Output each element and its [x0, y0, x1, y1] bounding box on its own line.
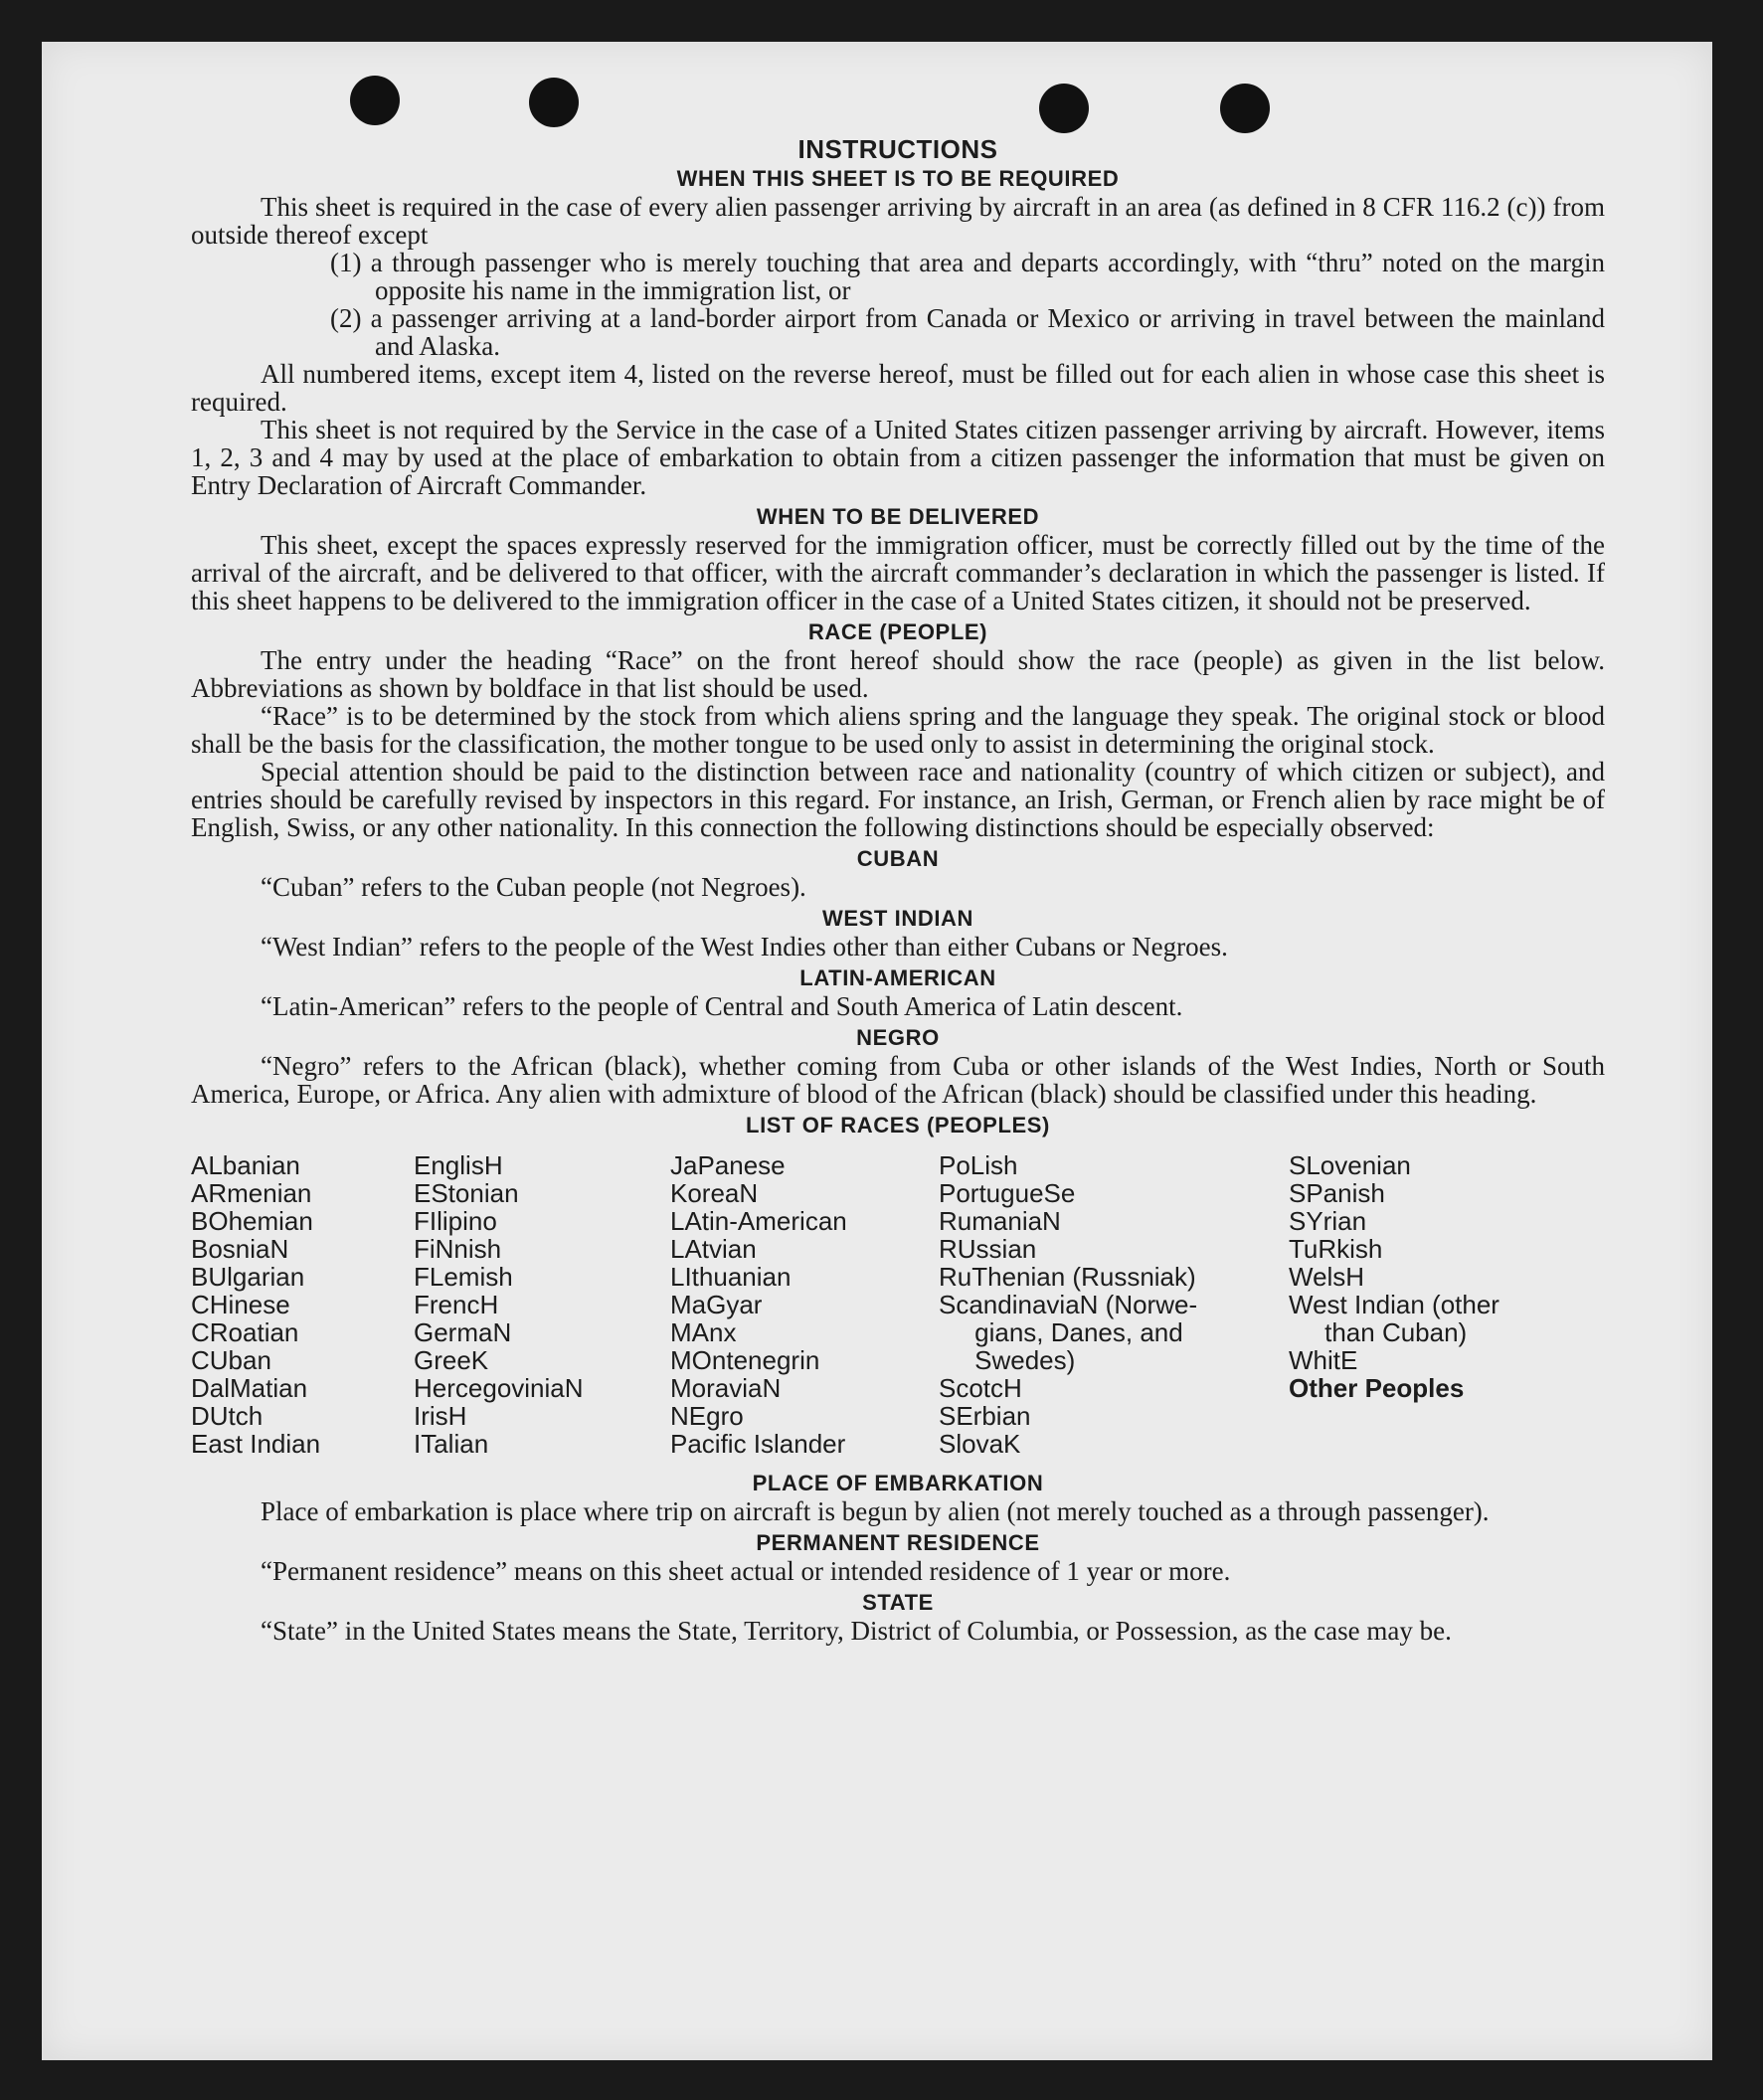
race-entry: GermaN — [414, 1317, 512, 1347]
race-entry: JaPanese — [670, 1150, 786, 1180]
section-heading: PERMANENT RESIDENCE — [756, 1530, 1040, 1555]
paragraph: “Race” is to be determined by the stock from which aliens spring and the language they speak. The original stock or blood shall be the basis for the classification, the mother tongue to be used only to assist in determining the original stock. — [191, 701, 1605, 759]
race-entry: West Indian (other — [1289, 1290, 1499, 1319]
section-heading: WHEN TO BE DELIVERED — [756, 504, 1040, 529]
races-column — [939, 1151, 1289, 1458]
instructions-content — [191, 133, 1605, 1645]
paragraph: “West Indian” refers to the people of the West Indies other than either Cubans or Negroes. — [261, 932, 1228, 962]
section-heading: CUBAN — [856, 846, 940, 871]
race-entry: Swedes) — [939, 1345, 1076, 1375]
paragraph: Special attention should be paid to the distinction between race and nationality (country of which citizen or subject), and entries should be carefully revised by inspectors in this regard. For instance, an Irish, German, or French alien by race might be of English, Swiss, or any other nationality. In this connection the following distinctions should be especially observed: — [191, 757, 1605, 842]
race-entry: MAnx — [670, 1317, 737, 1347]
race-entry: ALbanian — [191, 1150, 300, 1180]
race-entry: ScandinaviaN (Norwe- — [939, 1290, 1198, 1319]
race-entry: FiNnish — [414, 1234, 502, 1264]
race-entry: PoLish — [939, 1150, 1018, 1180]
race-entry: LAtvian — [670, 1234, 757, 1264]
race-entry: RuThenian (Russniak) — [939, 1262, 1196, 1292]
races-column — [670, 1151, 939, 1458]
punch-hole — [529, 78, 579, 127]
race-entry: CRoatian — [191, 1317, 299, 1347]
race-entry: DalMatian — [191, 1373, 308, 1403]
section-heading: PLACE OF EMBARKATION — [752, 1471, 1044, 1495]
race-entry: Other Peoples — [1289, 1373, 1465, 1403]
race-entry: RumaniaN — [939, 1206, 1061, 1236]
race-entry: SErbian — [939, 1401, 1031, 1431]
race-entry: GreeK — [414, 1345, 489, 1375]
section-heading: LIST OF RACES (PEOPLES) — [746, 1113, 1050, 1138]
races-table — [191, 1151, 1605, 1458]
list-item: (2) a passenger arriving at a land-border airport from Canada or Mexico or arriving in travel between the mainland and Alaska. — [330, 303, 1605, 361]
paragraph: This sheet is required in the case of every alien passenger arriving by aircraft in an area (as defined in 8 CFR 116.2 (c)) from outside thereof except — [191, 192, 1605, 250]
paragraph: “Cuban” refers to the Cuban people (not Negroes). — [261, 872, 806, 902]
paragraph: Place of embarkation is place where trip on aircraft is begun by alien (not merely touched as a through passenger). — [261, 1496, 1490, 1526]
punch-hole — [1039, 84, 1089, 133]
race-entry: BUlgarian — [191, 1262, 305, 1292]
paragraph: All numbered items, except item 4, listed on the reverse hereof, must be filled out for each alien in whose case this sheet is required. — [191, 359, 1605, 417]
race-entry: NEgro — [670, 1401, 744, 1431]
race-entry: SlovaK — [939, 1429, 1021, 1459]
section-heading: LATIN-AMERICAN — [799, 965, 996, 990]
race-entry: ITalian — [414, 1429, 489, 1459]
race-entry: CHinese — [191, 1290, 290, 1319]
section-heading: STATE — [862, 1590, 934, 1615]
race-entry: SYrian — [1289, 1206, 1367, 1236]
race-entry: WelsH — [1289, 1262, 1365, 1292]
race-entry: LAtin-American — [670, 1206, 847, 1236]
race-entry: LIthuanian — [670, 1262, 792, 1292]
section-heading: NEGRO — [856, 1025, 940, 1050]
race-entry: EStonian — [414, 1178, 519, 1208]
race-entry: than Cuban) — [1289, 1317, 1468, 1347]
race-entry: PortugueSe — [939, 1178, 1076, 1208]
punch-hole — [350, 76, 400, 125]
race-entry: BosniaN — [191, 1234, 289, 1264]
paragraph: “Latin-American” refers to the people of Central and South America of Latin descent. — [261, 991, 1183, 1021]
race-entry: FLemish — [414, 1262, 513, 1292]
paragraph: This sheet is not required by the Service in the case of a United States citizen passenger arriving by aircraft. However, items 1, 2, 3 and 4 may by used at the place of embarkation to obtain from a citizen passenger the information that must be given on Entry Declaration of Aircraft Commander. — [191, 415, 1605, 500]
race-entry: East Indian — [191, 1429, 321, 1459]
punch-hole — [1220, 84, 1270, 133]
page-title: INSTRUCTIONS — [797, 134, 998, 164]
race-entry: TuRkish — [1289, 1234, 1383, 1264]
race-entry: IrisH — [414, 1401, 467, 1431]
paragraph: The entry under the heading “Race” on the front hereof should show the race (people) as given in the list below. Abbreviations as shown by boldface in that list should be used. — [191, 645, 1605, 703]
paragraph: “Negro” refers to the African (black), whether coming from Cuba or other islands of the West Indies, North or South America, Europe, or Africa. Any alien with admixture of blood of the African (black) should be classified under this heading. — [191, 1051, 1605, 1109]
race-entry: FrencH — [414, 1290, 499, 1319]
race-entry: MaGyar — [670, 1290, 763, 1319]
document-sheet — [42, 42, 1712, 2060]
race-entry: ARmenian — [191, 1178, 312, 1208]
race-entry: RUssian — [939, 1234, 1037, 1264]
race-entry: SPanish — [1289, 1178, 1385, 1208]
races-column — [1289, 1151, 1605, 1458]
races-column — [414, 1151, 670, 1458]
section-heading: RACE (PEOPLE) — [807, 619, 988, 644]
race-entry: BOhemian — [191, 1206, 313, 1236]
race-entry: Pacific Islander — [670, 1429, 846, 1459]
race-entry: MoraviaN — [670, 1373, 782, 1403]
race-entry: gians, Danes, and — [939, 1317, 1183, 1347]
race-entry: MOntenegrin — [670, 1345, 820, 1375]
list-item: (1) a through passenger who is merely touching that area and departs accordingly, with “thru” noted on the margin opposite his name in the immigration list, or — [330, 248, 1605, 305]
race-entry: FIlipino — [414, 1206, 497, 1236]
paragraph: “State” in the United States means the State, Territory, District of Columbia, or Possession, as the case may be. — [261, 1616, 1452, 1646]
race-entry: EnglisH — [414, 1150, 503, 1180]
race-entry: SLovenian — [1289, 1150, 1411, 1180]
section-heading: WHEN THIS SHEET IS TO BE REQUIRED — [676, 166, 1120, 191]
race-entry: CUban — [191, 1345, 271, 1375]
section-heading: WEST INDIAN — [821, 906, 974, 931]
race-entry: HercegoviniaN — [414, 1373, 584, 1403]
race-entry: WhitE — [1289, 1345, 1358, 1375]
race-entry: KoreaN — [670, 1178, 759, 1208]
race-entry: DUtch — [191, 1401, 264, 1431]
races-column — [191, 1151, 414, 1458]
paragraph: This sheet, except the spaces expressly reserved for the immigration officer, must be correctly filled out by the time of the arrival of the aircraft, and be delivered to that officer, with the aircraft commander’s declaration in which the passenger is listed. If this sheet happens to be delivered to the immigration officer in the case of a United States citizen, it should not be preserved. — [191, 530, 1605, 615]
race-entry: ScotcH — [939, 1373, 1022, 1403]
paragraph: “Permanent residence” means on this sheet actual or intended residence of 1 year or more. — [261, 1556, 1231, 1586]
